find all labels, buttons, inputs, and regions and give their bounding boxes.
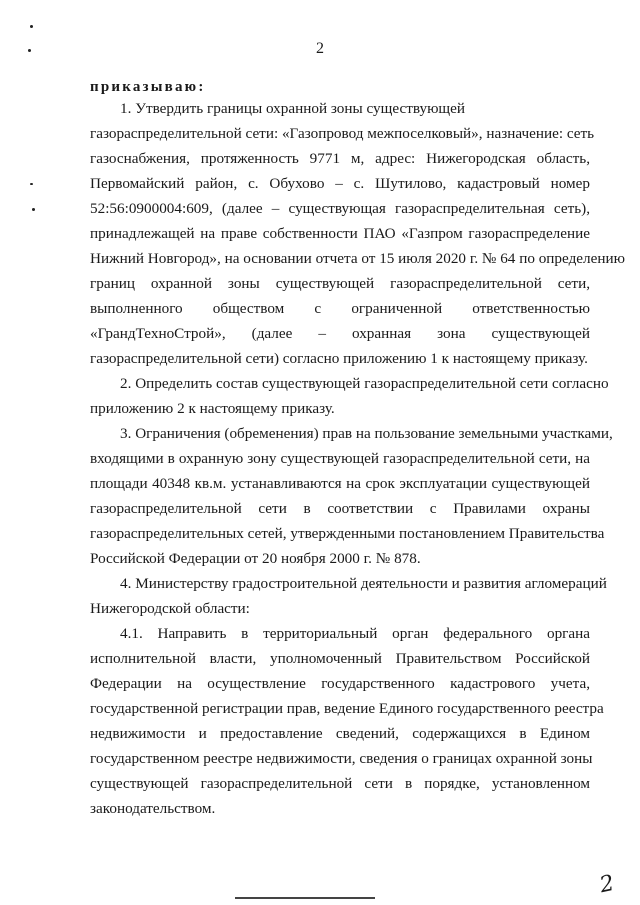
- text-line: площади 40348 кв.м. устанавливаются на срок эксплуатации существующей: [90, 475, 590, 492]
- text-line: государственном реестре недвижимости, сведения о границах охранной зоны: [90, 750, 593, 767]
- scan-speck: [30, 183, 33, 185]
- text-line: выполненного обществом с ограниченной ответственностью: [90, 300, 590, 317]
- text-line: недвижимости и предоставление сведений, содержащихся в Едином: [90, 725, 590, 742]
- text-line: газораспределительных сетей, утвержденными постановлением Правительства: [90, 525, 605, 542]
- text-line: принадлежащей на праве собственности ПАО «Газпром газораспределение: [90, 225, 590, 242]
- text-line: газораспределительной сети в соответствии с Правилами охраны: [90, 500, 590, 517]
- text-line: 52:56:0900004:609, (далее – существующая газораспределительная сеть),: [90, 200, 590, 217]
- text-line: исполнительной власти, уполномоченный Правительством Российской: [90, 650, 590, 667]
- text-line: Первомайский район, с. Обухово – с. Шутилово, кадастровый номер: [90, 175, 590, 192]
- text-line: Нижегородской области:: [90, 600, 250, 617]
- text-line: 4.1. Направить в территориальный орган федерального органа: [120, 625, 590, 642]
- scan-speck: [30, 25, 33, 28]
- text-line: приложению 2 к настоящему приказу.: [90, 400, 335, 417]
- text-line: 3. Ограничения (обременения) прав на пользование земельными участками,: [120, 425, 613, 442]
- text-line: существующей газораспределительной сети в порядке, установленном: [90, 775, 590, 792]
- text-line: газораспределительной сети) согласно приложению 1 к настоящему приказу.: [90, 350, 588, 367]
- text-line: газораспределительной сети: «Газопровод межпоселковый», назначение: сеть: [90, 125, 595, 142]
- text-line: входящими в охранную зону существующей газораспределительной сети, на: [90, 450, 590, 467]
- text-line: Российской Федерации от 20 ноября 2000 г. № 878.: [90, 550, 421, 567]
- text-line: законодательством.: [90, 800, 216, 817]
- handwritten-page-mark: 2: [597, 870, 617, 899]
- scan-speck: [28, 49, 31, 52]
- text-line: «ГрандТехноСтрой», (далее – охранная зона существующей: [90, 325, 590, 342]
- text-line: государственной регистрации прав, ведение Единого государственного реестра: [90, 700, 604, 717]
- text-line: границ охранной зоны существующей газораспределительной сети,: [90, 275, 590, 292]
- scan-speck: [32, 208, 35, 211]
- order-heading: приказываю:: [90, 79, 206, 95]
- text-line: 1. Утвердить границы охранной зоны существующей: [120, 100, 465, 117]
- text-line: газоснабжения, протяженность 9771 м, адрес: Нижегородская область,: [90, 150, 590, 167]
- text-line: 2. Определить состав существующей газораспределительной сети согласно: [120, 375, 609, 392]
- text-line: Нижний Новгород», на основании отчета от 15 июля 2020 г. № 64 по определению: [90, 250, 625, 267]
- text-line: 4. Министерству градостроительной деятельности и развития агломераций: [120, 575, 607, 592]
- page-number: 2: [316, 40, 324, 57]
- text-line: Федерации на осуществление государственного кадастрового учета,: [90, 675, 590, 692]
- bottom-rule: [235, 897, 375, 899]
